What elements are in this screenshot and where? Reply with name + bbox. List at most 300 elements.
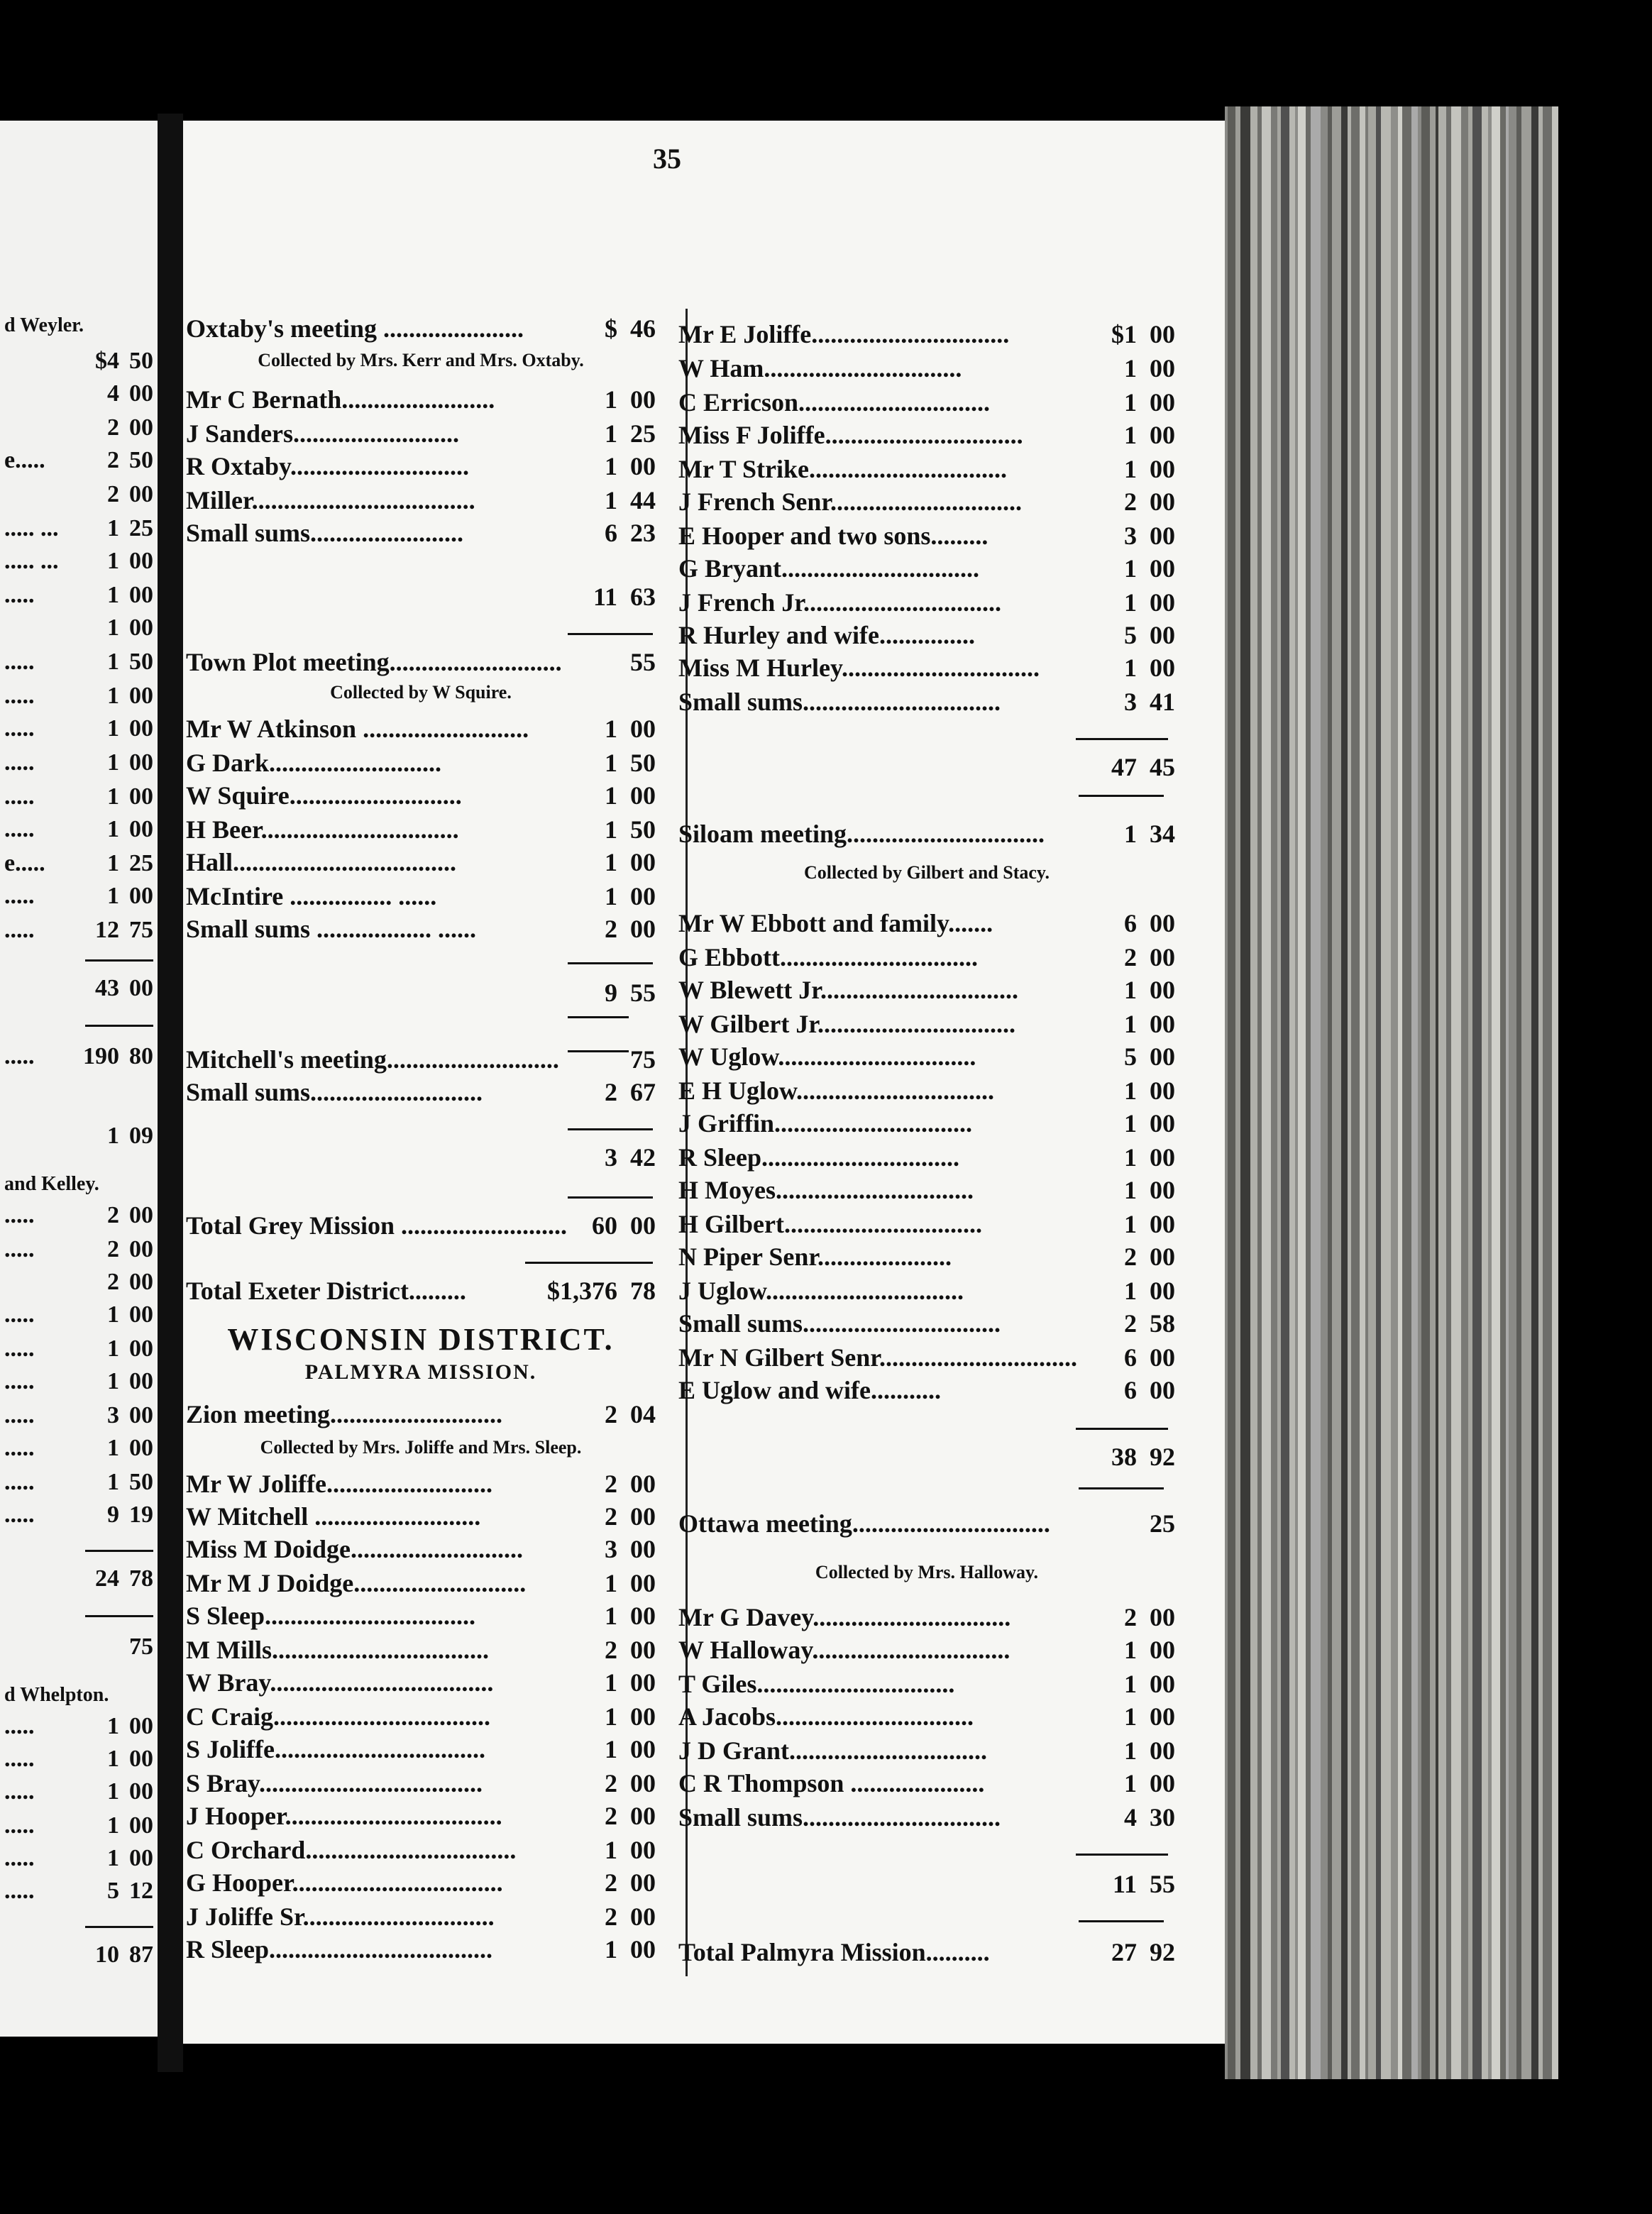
left-fragment-dollars: 2	[107, 1236, 119, 1262]
entry-cents: 58	[1150, 1309, 1175, 1338]
entry-name: E Uglow and wife...........	[678, 1376, 942, 1404]
left-fragment-cents: 78	[129, 1565, 153, 1592]
left-fragment-row	[0, 579, 158, 612]
entry-cents: 00	[1150, 1176, 1175, 1204]
entry-dollars: 60	[592, 1211, 617, 1240]
left-fragment-cents: 00	[129, 1402, 153, 1428]
column1-entry	[186, 646, 656, 678]
entry-name: W Bray...................................	[186, 1668, 494, 1697]
column2-entry	[678, 1274, 1175, 1307]
left-fragment-dollars: 9	[107, 1502, 119, 1528]
left-fragment-dollars: 1	[107, 515, 119, 541]
entry-name: Hall...................................	[186, 848, 457, 876]
left-fragment-dollars: 1	[107, 1812, 119, 1839]
left-fragment-row	[0, 880, 158, 913]
subtotal-rule	[1076, 738, 1168, 740]
left-fragment-text: .....	[4, 1845, 35, 1871]
entry-cents: 00	[1150, 1277, 1175, 1305]
entry-dollars: 1	[1124, 1736, 1137, 1765]
entry-name: C R Thompson .....................	[678, 1769, 985, 1797]
entry-dollars: 3	[605, 1143, 617, 1172]
page-edge-strip	[1391, 106, 1398, 2079]
entry-cents: 55	[1150, 1870, 1175, 1898]
left-fragment-cents: 00	[129, 414, 153, 441]
entry-dollars: 2	[605, 1470, 617, 1498]
entry-cents: 00	[1150, 1702, 1175, 1731]
entry-name: W Halloway...............................	[678, 1636, 1011, 1664]
left-fragment-dollars: 1	[107, 783, 119, 810]
entry-name: S Sleep.................................	[186, 1602, 476, 1630]
left-fragment-text: .....	[4, 1236, 35, 1262]
left-fragment-dollars: 1	[107, 1368, 119, 1394]
entry-cents: 00	[630, 1211, 656, 1240]
column2-entry	[678, 1507, 1175, 1540]
entry-dollars: 2	[1124, 1603, 1137, 1631]
entry-name: W Mitchell ..........................	[186, 1502, 481, 1531]
left-fragment-cents: 00	[129, 1202, 153, 1228]
page-edge-strip	[1376, 106, 1381, 2079]
entry-name: E Hooper and two sons.........	[678, 522, 989, 550]
left-fragment-dollars: 1	[107, 582, 119, 608]
page-edge-strip	[1262, 106, 1271, 2079]
left-fragment-cents: 00	[129, 1335, 153, 1362]
left-fragment-heading: d Whelpton.	[4, 1684, 109, 1706]
page-edge-strip	[1482, 106, 1488, 2079]
column2-collector-heading: Collected by Gilbert and Stacy.	[804, 862, 1050, 883]
left-fragment-row	[0, 1333, 158, 1365]
page-edge-strip	[1289, 106, 1295, 2079]
left-fragment-row	[0, 1743, 158, 1775]
entry-cents: 00	[630, 1702, 656, 1731]
page-edges	[1225, 106, 1558, 2079]
entry-cents: 50	[630, 815, 656, 844]
left-fragment-row	[0, 1266, 158, 1299]
column1-entry	[186, 1666, 656, 1699]
entry-cents: 00	[1150, 1042, 1175, 1071]
entry-dollars: 1	[605, 781, 617, 810]
entry-dollars: 2	[605, 1868, 617, 1897]
left-fragment-text: .....	[4, 1746, 35, 1772]
left-fragment-text: ..... ...	[4, 515, 59, 541]
entry-cents: 00	[630, 915, 656, 943]
left-fragment-row	[0, 1842, 158, 1875]
entry-name: Mr N Gilbert Senr...............................	[678, 1343, 1077, 1372]
entry-name: W Blewett Jr...............................	[678, 976, 1018, 1004]
column2-entry	[678, 1208, 1175, 1240]
double-rule	[1079, 1487, 1164, 1489]
left-fragment-dollars: 12	[95, 917, 119, 943]
subtotal-rule	[1076, 1428, 1168, 1430]
left-fragment-row	[0, 1939, 158, 1971]
left-fragment-cents: 00	[129, 481, 153, 507]
left-fragment-dollars: 1	[107, 1301, 119, 1328]
entry-name: C Erricson..............................	[678, 388, 990, 417]
page-edge-strip	[1531, 106, 1538, 2079]
entry-name: Miss M Hurley...............................	[678, 654, 1040, 682]
entry-cents: 00	[630, 882, 656, 910]
entry-cents: 00	[630, 1535, 656, 1563]
left-fragment-dollars: 1	[107, 1435, 119, 1461]
column1-entry	[186, 813, 656, 846]
left-fragment-rule	[85, 1615, 153, 1617]
left-fragment-dollars: 43	[95, 975, 119, 1001]
entry-cents: 00	[1150, 1769, 1175, 1797]
left-fragment-cents: 50	[129, 348, 153, 374]
column2-entry	[678, 1174, 1175, 1206]
left-fragment-row	[0, 1499, 158, 1531]
left-fragment-row	[0, 813, 158, 846]
entry-name: G Hooper.................................	[186, 1868, 503, 1897]
column2-entry	[678, 1700, 1175, 1733]
left-fragment-dollars: 2	[107, 481, 119, 507]
entry-dollars: 2	[605, 1502, 617, 1531]
left-fragment-row	[0, 1875, 158, 1907]
column1-entry	[186, 1767, 656, 1800]
book-gutter	[158, 114, 183, 2072]
column1-entry	[186, 1076, 656, 1108]
entry-name: N Piper Senr.....................	[678, 1243, 952, 1271]
page-number: 35	[653, 143, 681, 175]
page-edge-strip	[1509, 106, 1516, 2079]
page-edge-strip	[1351, 106, 1360, 2079]
column1-entry	[186, 1567, 656, 1599]
entry-cents: 00	[1150, 976, 1175, 1004]
entry-cents: 00	[1150, 488, 1175, 516]
entry-cents: 44	[630, 486, 656, 514]
column2-entry	[678, 1767, 1175, 1800]
district-heading: WISCONSIN DISTRICT.	[227, 1322, 615, 1357]
entry-dollars: 2	[605, 1802, 617, 1830]
left-fragment-rule	[85, 1926, 153, 1928]
column1-entry	[186, 417, 656, 450]
entry-name: M Mills..................................	[186, 1636, 489, 1664]
entry-name: Small sums...........................	[186, 1078, 483, 1106]
left-fragment-cents: 09	[129, 1123, 153, 1149]
entry-name: G Bryant...............................	[678, 554, 980, 583]
left-fragment-dollars: 1	[107, 1123, 119, 1149]
left-fragment-dollars: 1	[107, 850, 119, 876]
column2-collector-heading: Collected by Mrs. Halloway.	[815, 1562, 1039, 1582]
entry-cents: 67	[630, 1078, 656, 1106]
entry-dollars: 1	[1124, 1670, 1137, 1698]
subtotal-rule	[568, 1196, 653, 1199]
entry-name: Mr W Atkinson ..........................	[186, 715, 529, 743]
page-edge-strip	[1298, 106, 1306, 2079]
left-fragment-cents: 00	[129, 1236, 153, 1262]
left-fragment-cents: 00	[129, 715, 153, 742]
column1-entry	[186, 976, 656, 1009]
left-fragment-text: .....	[4, 1335, 35, 1362]
page-edge-strip	[1235, 106, 1240, 2079]
entry-cents: 00	[1150, 1143, 1175, 1172]
column2-entry	[678, 907, 1175, 940]
column1-entry	[186, 1700, 656, 1733]
entry-dollars: 1	[1124, 1636, 1137, 1664]
left-fragment-row	[0, 345, 158, 378]
entry-dollars: 2	[605, 1902, 617, 1931]
entry-dollars: 6	[1124, 909, 1137, 937]
column2-entry	[678, 318, 1175, 351]
entry-cents: 55	[630, 648, 656, 676]
left-fragment-text: .....	[4, 683, 35, 709]
column1-collector-heading: Collected by W Squire.	[330, 682, 512, 703]
entry-dollars: 3	[1124, 688, 1137, 716]
entry-cents: 45	[1150, 753, 1175, 781]
entry-cents: 92	[1150, 1938, 1175, 1966]
column1-entry	[186, 580, 656, 613]
entry-dollars: 2	[1124, 488, 1137, 516]
left-fragment-text: .....	[4, 883, 35, 909]
page-edge-strip	[1552, 106, 1558, 2079]
entry-dollars: 1	[605, 385, 617, 414]
entry-dollars: 1	[1124, 1109, 1137, 1138]
left-fragment-cents: 00	[129, 1368, 153, 1394]
entry-cents: 00	[630, 1836, 656, 1864]
entry-dollars: 1	[1124, 588, 1137, 617]
entry-cents: 00	[1150, 1603, 1175, 1631]
entry-name: R Hurley and wife...............	[678, 621, 975, 649]
column2-entry	[678, 1107, 1175, 1140]
column1-entry	[186, 1467, 656, 1500]
left-fragment-text: .....	[4, 1043, 35, 1069]
entry-cents: 00	[630, 1935, 656, 1964]
column1-entry	[186, 1209, 656, 1242]
entry-dollars: 1	[605, 848, 617, 876]
left-fragment-text: .....	[4, 917, 35, 943]
entry-name: C Orchard.................................	[186, 1836, 517, 1864]
entry-name: Small sums...............................	[678, 1803, 1001, 1832]
left-fragment-row	[0, 1466, 158, 1499]
left-fragment-text: e.....	[4, 447, 45, 473]
entry-cents: 00	[1150, 1343, 1175, 1372]
left-fragment-row	[0, 914, 158, 947]
subtotal-rule	[568, 1128, 653, 1130]
entry-dollars: 6	[605, 519, 617, 547]
entry-dollars: 1	[1124, 1277, 1137, 1305]
entry-dollars: $1	[1111, 320, 1137, 348]
entry-cents: 00	[630, 1868, 656, 1897]
entry-name: Small sums .................. ......	[186, 915, 477, 943]
column2-entry	[678, 1801, 1175, 1834]
left-fragment-cents: 00	[129, 615, 153, 641]
entry-dollars: 11	[1112, 1870, 1137, 1898]
double-rule	[568, 1050, 629, 1052]
column1-entry	[186, 779, 656, 812]
left-fragment-text: .....	[4, 1778, 35, 1805]
column2-entry	[678, 1307, 1175, 1340]
left-fragment-cents: 19	[129, 1502, 153, 1528]
entry-dollars: $	[605, 314, 617, 343]
left-fragment-row	[0, 747, 158, 779]
left-fragment-row	[0, 1168, 158, 1201]
left-fragment-row	[0, 680, 158, 712]
left-fragment-cents: 00	[129, 749, 153, 776]
entry-dollars: 1	[1124, 1702, 1137, 1731]
column2-entry	[678, 941, 1175, 974]
entry-dollars: 1	[605, 452, 617, 480]
entry-cents: 41	[1150, 688, 1175, 716]
left-fragment-row	[0, 309, 158, 342]
entry-name: Total Grey Mission ..........................	[186, 1211, 568, 1240]
entry-cents: 00	[1150, 354, 1175, 382]
column2-entry	[678, 1074, 1175, 1107]
column2-entry	[678, 386, 1175, 419]
subtotal-rule	[568, 1016, 629, 1018]
left-fragment-text: .....	[4, 1878, 35, 1904]
entry-dollars: 47	[1111, 753, 1137, 781]
left-fragment-dollars: 10	[95, 1942, 119, 1968]
page-edge-strip	[1446, 106, 1451, 2079]
column2-entry	[678, 817, 1175, 850]
left-fragment-text: .....	[4, 649, 35, 675]
entry-name: W Ham...............................	[678, 354, 962, 382]
entry-cents: 30	[1150, 1803, 1175, 1832]
left-fragment-dollars: 1	[107, 816, 119, 842]
entry-name: Mr G Davey...............................	[678, 1603, 1011, 1631]
page-edge-strip	[1381, 106, 1391, 2079]
entry-cents: 00	[1150, 1376, 1175, 1404]
column2-entry	[678, 453, 1175, 485]
entry-dollars: 1	[605, 882, 617, 910]
left-fragment-dollars: 2	[107, 1202, 119, 1228]
entry-name: H Moyes...............................	[678, 1176, 974, 1204]
entry-cents: 00	[1150, 621, 1175, 649]
column2-entry	[678, 751, 1175, 783]
entry-dollars: 2	[1124, 1243, 1137, 1271]
column1-entry	[186, 1866, 656, 1899]
double-rule	[1079, 1920, 1164, 1922]
left-fragment-row	[0, 512, 158, 545]
entry-name: W Gilbert Jr...............................	[678, 1010, 1015, 1038]
entry-cents: 00	[630, 1502, 656, 1531]
column1-entry	[186, 1733, 656, 1766]
left-fragment-row	[0, 781, 158, 813]
left-fragment-text: e.....	[4, 850, 45, 876]
page-edge-strip	[1438, 106, 1446, 2079]
left-fragment-row	[0, 1040, 158, 1073]
left-fragment-heading: d Weyler.	[4, 314, 84, 336]
left-fragment-text: .....	[4, 1402, 35, 1428]
entry-dollars: $1,376	[547, 1277, 617, 1305]
left-fragment-cents: 00	[129, 883, 153, 909]
entry-dollars: 1	[1124, 654, 1137, 682]
entry-dollars: 1	[605, 815, 617, 844]
column1-entry	[186, 1834, 656, 1866]
entry-cents: 00	[1150, 1670, 1175, 1698]
entry-name: Siloam meeting...............................	[678, 820, 1045, 848]
entry-name: Mitchell's meeting...........................	[186, 1045, 559, 1074]
entry-name: Miss M Doidge...........................	[186, 1535, 523, 1563]
entry-name: Small sums...............................	[678, 688, 1001, 716]
entry-cents: 92	[1150, 1443, 1175, 1471]
left-fragment-text: .....	[4, 582, 35, 608]
entry-dollars: 1	[605, 1569, 617, 1597]
entry-name: J French Jr...............................	[678, 588, 1001, 617]
left-fragment-row	[0, 1233, 158, 1266]
entry-name: C Craig..................................	[186, 1702, 490, 1731]
column1-entry	[186, 1398, 656, 1431]
left-fragment-dollars: 4	[107, 380, 119, 407]
entry-name: Mr W Joliffe..........................	[186, 1470, 492, 1498]
column2-entry	[678, 519, 1175, 552]
column1-entry	[186, 312, 656, 345]
entry-cents: 75	[630, 1045, 656, 1074]
left-fragment-row	[0, 545, 158, 578]
column2-entry	[678, 1668, 1175, 1700]
entry-cents: 00	[1150, 1109, 1175, 1138]
entry-dollars: 1	[1124, 421, 1137, 449]
subtotal-rule	[568, 962, 653, 964]
mission-heading: PALMYRA MISSION.	[304, 1360, 537, 1384]
entry-cents: 46	[630, 314, 656, 343]
left-fragment-cents: 00	[129, 975, 153, 1001]
page-edge-strip	[1430, 106, 1436, 2079]
column2-entry	[678, 1936, 1175, 1968]
column2-entry	[678, 1341, 1175, 1374]
page-edge-strip	[1402, 106, 1411, 2079]
entry-name: Mr W Ebbott and family.......	[678, 909, 993, 937]
entry-dollars: 1	[1124, 1176, 1137, 1204]
entry-cents: 00	[1150, 421, 1175, 449]
subtotal-rule	[568, 633, 653, 635]
entry-cents: 00	[1150, 1636, 1175, 1664]
entry-name: Small sums........................	[186, 519, 464, 547]
entry-cents: 00	[1150, 455, 1175, 483]
page-edge-strip	[1306, 106, 1311, 2079]
left-fragment-cents: 12	[129, 1878, 153, 1904]
entry-dollars: 1	[605, 1935, 617, 1964]
left-fragment-text: .....	[4, 715, 35, 742]
entry-dollars: 2	[605, 1636, 617, 1664]
entry-cents: 50	[630, 749, 656, 777]
left-fragment-row	[0, 847, 158, 880]
entry-cents: 25	[630, 419, 656, 448]
left-fragment-dollars: 190	[83, 1043, 119, 1069]
left-fragment-text: ..... ...	[4, 548, 59, 574]
column1-collector-heading: Collected by Mrs. Kerr and Mrs. Oxtaby.	[258, 350, 584, 370]
entry-name: W Uglow...............................	[678, 1042, 976, 1071]
column2-entry	[678, 1441, 1175, 1473]
left-fragment-dollars: 1	[107, 649, 119, 675]
entry-name: J Hooper..................................	[186, 1802, 502, 1830]
left-fragment-dollars: 1	[107, 749, 119, 776]
column2-entry	[678, 586, 1175, 619]
entry-dollars: 1	[1124, 820, 1137, 848]
left-fragment-dollars: 1	[107, 883, 119, 909]
left-fragment-row	[0, 1631, 158, 1663]
entry-dollars: 1	[605, 1702, 617, 1731]
entry-cents: 00	[630, 781, 656, 810]
left-fragment-row	[0, 712, 158, 745]
entry-cents: 00	[630, 1602, 656, 1630]
entry-dollars: 1	[605, 1668, 617, 1697]
entry-dollars: 38	[1111, 1443, 1137, 1471]
entry-name: Town Plot meeting...........................	[186, 648, 562, 676]
column1-collector-heading: Collected by Mrs. Joliffe and Mrs. Sleep.	[260, 1437, 582, 1458]
left-fragment-row	[0, 1120, 158, 1152]
page-edge-strip	[1492, 106, 1500, 2079]
column1-entry	[186, 1274, 656, 1307]
left-fragment-text: .....	[4, 1713, 35, 1739]
left-fragment-cents: 87	[129, 1942, 153, 1968]
left-fragment-cents: 00	[129, 582, 153, 608]
left-fragment-heading: and Kelley.	[4, 1173, 99, 1195]
left-fragment-row	[0, 1563, 158, 1595]
column2-entry	[678, 1734, 1175, 1767]
entry-cents: 00	[1150, 1243, 1175, 1271]
entry-name: R Sleep...................................	[186, 1935, 492, 1964]
entry-cents: 00	[1150, 1076, 1175, 1105]
